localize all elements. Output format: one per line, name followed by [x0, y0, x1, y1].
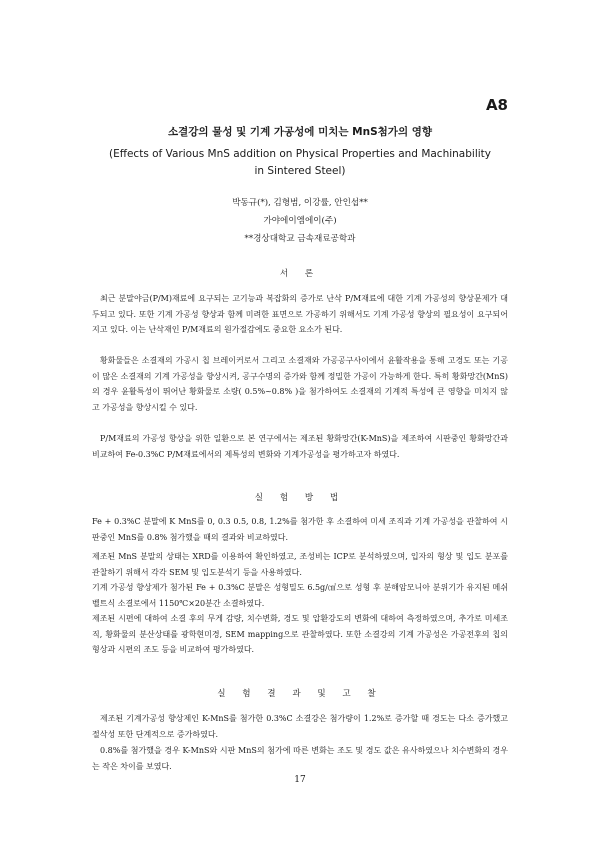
author-names: 박동규(*), 김형범, 이강률, 안인섭**	[232, 198, 368, 208]
page-number: 17	[294, 775, 306, 785]
results-paragraph-1: 제조된 기계가공성 향상제인 K-MnS를 첨가한 0.3%C 소결강은 첨가량이 1.2%로 증가할 때 경도는 다소 증가했고 절삭성 또한 단계적으로 증가하였다.	[92, 714, 508, 739]
section-heading-results: 실 험 결 과 및 고 찰	[217, 689, 383, 699]
method-paragraph-1: Fe + 0.3%C 분말에 K MnS를 0, 0.3 0.5, 0.8, 1.2%를 첨가한 후 소결하여 미세 조직과 기계 가공성을 관찰하여 시판중인 MnS를 0.8% 첨가했을 때의 결과와 비교하였다.	[92, 517, 508, 542]
method-paragraph-3: 기계 가공성 향상제가 첨가된 Fe + 0.3%C 분말은 성형밀도 6.5g/㎤으로 성형 후 분해암모니아 분위기가 유지된 메쉬벨트식 소결로에서 1150℃×20분간 소결하였다.	[92, 583, 508, 608]
affiliation-university: **경상대학교 금속재료공학과	[244, 234, 356, 244]
english-title	[0, 146, 600, 180]
method-paragraph-2: 제조된 MnS 분말의 상태는 XRD를 이용하여 확인하였고, 조성비는 ICP로 분석하였으며, 입자의 형상 및 입도 분포를 관찰하기 위해서 각각 SEM 및 입도분석기 등을 사용하였다.	[92, 552, 508, 577]
english-title-line-1: (Effects of Various MnS addition on Physical Properties and Machinability	[109, 148, 491, 160]
affiliation-company: 가야에이엠에이(주)	[263, 216, 337, 226]
intro-paragraph-1: 최근 분말야금(P/M)재료에 요구되는 고기능과 복잡화의 증가로 난삭 P/M재료에 대한 기계 가공성의 향상문제가 대두되고 있다. 또한 기계 가공성 향상과 함께 미려한 표면으로 가공하기 위해서도 기계 가공성 향상의 필요성이 요구되어지고 있다. 이는 난삭재인 P/M재료의 원가절감에도 중요한 요소가 된다.	[92, 294, 508, 335]
results-paragraph-2: 0.8%를 첨가했을 경우 K-MnS와 시판 MnS의 첨가에 따른 변화는 조도 및 경도 값은 유사하였으나 치수변화의 경우는 작은 차이를 보였다.	[92, 746, 508, 771]
author-block	[0, 194, 600, 248]
korean-title: 소결강의 물성 및 기계 가공성에 미치는 MnS첨가의 영향	[167, 126, 433, 138]
section-heading-introduction: 서 론	[279, 269, 321, 279]
abstract-code: A8	[485, 96, 508, 114]
section-heading-method: 실 험 방 법	[254, 493, 346, 503]
intro-paragraph-2: 황화물들은 소결재의 가공시 칩 브레이커로서 그리고 소결재와 가공공구사이에서 윤활작용을 통해 고경도 또는 기공이 많은 소결재의 기계 가공성을 향상시켜, 공구수명의 증가와 함께 정밀한 가공이 가능하게 한다. 특히 황화망간(MnS)의 경우 윤활특성이 뛰어난 황화물로 소량( 0.5%~0.8% )을 첨가하여도 소결재의 기계적 특성에 큰 영향을 미치지 않고 가공성을 향상시킬 수 있다.	[92, 356, 508, 412]
intro-paragraph-3: P/M재료의 가공성 향상을 위한 일환으로 본 연구에서는 제조된 황화망간(K-MnS)을 제조하여 시판중인 황화망간과 비교하여 Fe-0.3%C P/M재료에서의 제특성의 변화와 기계가공성을 평가하고자 하였다.	[92, 434, 508, 459]
english-title-line-2: in Sintered Steel)	[254, 165, 346, 177]
method-paragraph-4: 제조된 시편에 대하여 소결 후의 무게 감량, 치수변화, 경도 및 압환강도의 변화에 대하여 측정하였으며, 추가로 미세조직, 황화물의 분산상태를 광학현미경, SEM mapping으로 관찰하였다. 또한 소결강의 기계 가공성은 가공전후의 칩의 형상과 시편의 조도 등을 비교하여 평가하였다.	[92, 614, 508, 655]
